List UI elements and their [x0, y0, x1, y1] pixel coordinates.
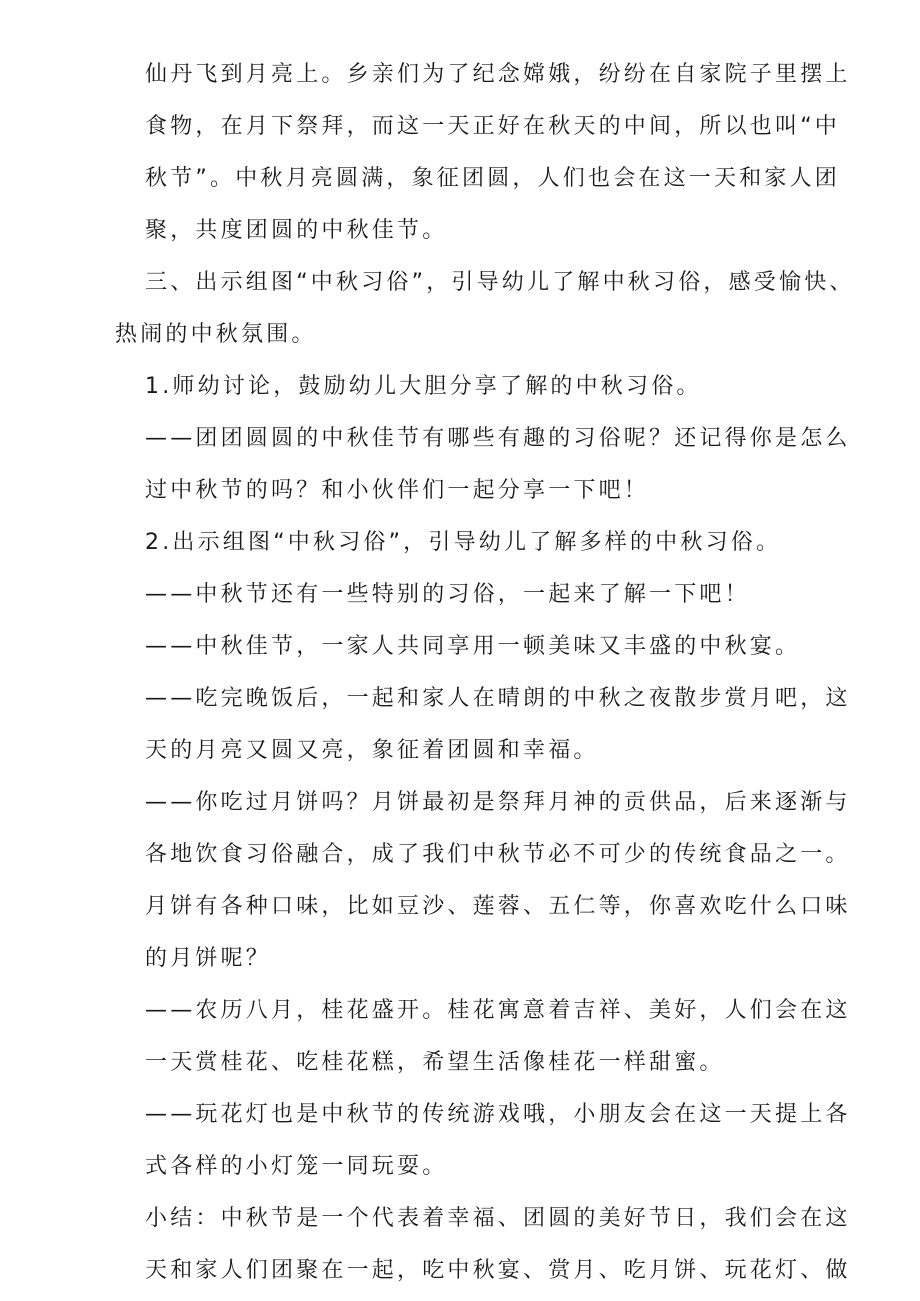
text-line: ——你吃过月饼吗？月饼最初是祭拜月神的贡供品，后来逐渐与: [145, 790, 851, 815]
section-heading: 三、出示组图“中秋习俗”，引导幼儿了解中秋习俗，感受愉快、: [145, 270, 855, 295]
text-line: 天的月亮又圆又亮，象征着团圆和幸福。: [145, 738, 599, 763]
text-line: 一天赏桂花、吃桂花糕，希望生活像桂花一样甜蜜。: [145, 1050, 725, 1075]
text-line: 食物，在月下祭拜，而这一天正好在秋天的中间，所以也叫“中: [145, 114, 840, 139]
text-line: 月饼有各种口味，比如豆沙、莲蓉、五仁等，你喜欢吃什么口味: [145, 894, 851, 919]
text-line: 聚，共度团圆的中秋佳节。: [145, 218, 448, 243]
text-line: 秋节”。中秋月亮圆满，象征团圆，人们也会在这一天和家人团: [145, 166, 840, 191]
text-line: 的月饼呢？: [145, 946, 272, 971]
text-line: ——农历八月，桂花盛开。桂花寓意着吉祥、美好，人们会在这: [145, 998, 851, 1023]
text-line: 式各样的小灯笼一同玩耍。: [145, 1154, 448, 1179]
text-line: 各地饮食习俗融合，成了我们中秋节必不可少的传统食品之一。: [145, 842, 851, 867]
text-line: 仙丹飞到月亮上。乡亲们为了纪念嫦娥，纷纷在自家院子里摆上: [145, 62, 851, 87]
summary-line: 小结：中秋节是一个代表着幸福、团圆的美好节日，我们会在这: [145, 1206, 851, 1231]
text-line: ——玩花灯也是中秋节的传统游戏哦，小朋友会在这一天提上各: [145, 1102, 851, 1127]
text-line: ——吃完晚饭后，一起和家人在晴朗的中秋之夜散步赏月吧，这: [145, 686, 851, 711]
text-line: 热闹的中秋氛围。: [115, 322, 317, 347]
text-line: 天和家人们团聚在一起，吃中秋宴、赏月、吃月饼、玩花灯、做: [145, 1258, 851, 1283]
list-item: 1.师幼讨论，鼓励幼儿大胆分享了解的中秋习俗。: [145, 374, 702, 399]
text-line: ——中秋佳节，一家人共同享用一顿美味又丰盛的中秋宴。: [145, 634, 801, 659]
list-item: 2.出示组图“中秋习俗”，引导幼儿了解多样的中秋习俗。: [145, 530, 782, 555]
text-line: 过中秋节的吗？和小伙伴们一起分享一下吧！: [145, 478, 650, 503]
text-line: ——团团圆圆的中秋佳节有哪些有趣的习俗呢？还记得你是怎么: [145, 426, 851, 451]
text-line: ——中秋节还有一些特别的习俗，一起来了解一下吧！: [145, 582, 750, 607]
